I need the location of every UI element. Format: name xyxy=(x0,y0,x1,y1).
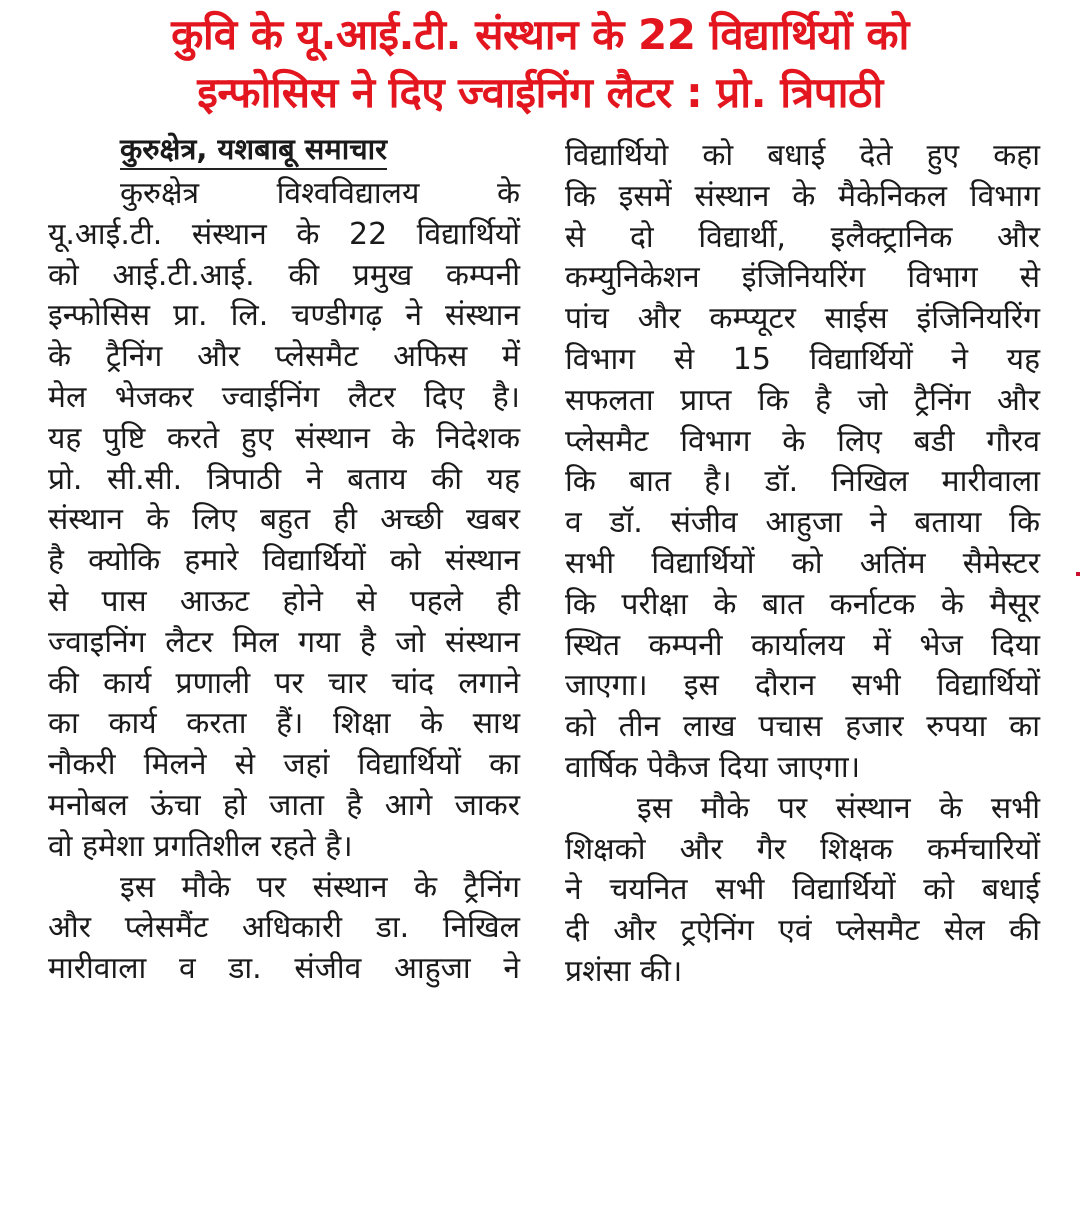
text-line: सभी विद्यार्थियों को अतिंम सैमेस्टर xyxy=(565,545,1040,581)
text-line: और प्लेसमैंट अधिकारी डा. निखिल xyxy=(48,910,520,946)
text-line: प्रो. सी.सी. त्रिपाठी ने बताय की यह xyxy=(48,461,520,497)
article-column-right xyxy=(565,136,1040,993)
text-line: का कार्य करता हैं। शिक्षा के साथ xyxy=(48,706,520,742)
text-line: पांच और कम्प्यूटर साईस इंजिनियरिंग xyxy=(565,301,1040,337)
text-line: प्लेसमैट विभाग के लिए बडी गौरव xyxy=(565,423,1040,459)
text-line: कि इसमें संस्थान के मैकेनिकल विभाग xyxy=(565,178,1040,214)
text-line: यू.आई.टी. संस्थान के 22 विद्यार्थियों xyxy=(48,216,520,252)
text-line: विद्यार्थियो को बधाई देते हुए कहा xyxy=(565,138,1040,173)
text-line: जाएगा। इस दौरान सभी विद्यार्थियों xyxy=(565,668,1040,704)
text-line: इस मौके पर संस्थान के ट्रैनिंग xyxy=(120,869,520,905)
text-line: कि परीक्षा के बात कर्नाटक के मैसूर xyxy=(565,586,1040,622)
text-line: शिक्षको और गैर शिक्षक कर्मचारियों xyxy=(565,831,1040,867)
text-line: व डॉ. संजीव आहुजा ने बताया कि xyxy=(565,505,1040,541)
text-line: दी और ट्रऐनिंग एवं प्लेसमैट सेल की xyxy=(565,913,1040,949)
text-line: कम्युनिकेशन इंजिनियरिंग विभाग से xyxy=(565,260,1040,296)
text-line: संस्थान के लिए बहुत ही अच्छी खबर xyxy=(48,502,520,538)
text-line: मारीवाला व डा. संजीव आहुजा ने xyxy=(48,951,520,987)
text-line: वार्षिक पेकैज दिया जाएगा। xyxy=(565,749,861,785)
text-line: है क्योकि हमारे विद्यार्थियों को संस्थान xyxy=(48,543,520,579)
right-column-body xyxy=(565,136,1040,993)
text-line: ज्वाइनिंग लैटर मिल गया है जो संस्थान xyxy=(48,624,520,660)
dateline: कुरुक्षेत्र, यशबाबू समाचार xyxy=(120,130,387,170)
text-line: मेल भेजकर ज्वाईनिंग लैटर दिए है। xyxy=(48,379,520,415)
text-line: इस मौके पर संस्थान के सभी xyxy=(637,790,1040,826)
text-line: विभाग से 15 विद्यार्थियों ने यह xyxy=(565,341,1040,377)
text-line: स्थित कम्पनी कार्यालय में भेज दिया xyxy=(565,627,1040,663)
article-column-left xyxy=(48,130,520,990)
text-line: प्रशंसा की। xyxy=(565,953,683,989)
edge-mark xyxy=(1076,572,1080,576)
text-line: मनोबल ऊंचा हो जाता है आगे जाकर xyxy=(48,787,520,823)
text-line: से पास आऊट होने से पहले ही xyxy=(48,583,520,619)
text-line: सफलता प्राप्त कि है जो ट्रैनिंग और xyxy=(565,382,1040,418)
text-line: को तीन लाख पचास हजार रुपया का xyxy=(565,709,1040,745)
text-line: कि बात है। डॉ. निखिल मारीवाला xyxy=(565,464,1040,500)
text-line: नौकरी मिलने से जहां विद्यार्थियों का xyxy=(48,747,520,783)
left-column-body xyxy=(48,174,520,990)
text-line: इन्फोसिस प्रा. लि. चण्डीगढ़ ने संस्थान xyxy=(48,298,520,334)
text-line: की कार्य प्रणाली पर चार चांद लगाने xyxy=(48,665,520,701)
headline xyxy=(0,6,1080,122)
text-line: से दो विद्यार्थी, इलैक्ट्रानिक और xyxy=(565,219,1040,255)
text-line: ने चयनित सभी विद्यार्थियों को बधाई xyxy=(565,872,1040,908)
headline-line-1: कुवि के यू.आई.टी. संस्थान के 22 विद्यार्थियों को xyxy=(171,10,909,59)
text-line: को आई.टी.आई. की प्रमुख कम्पनी xyxy=(48,257,520,293)
headline-line-2: इन्फोसिस ने दिए ज्वाईनिंग लैटर : प्रो. त्रिपाठी xyxy=(197,68,883,117)
text-line: यह पुष्टि करते हुए संस्थान के निदेशक xyxy=(48,420,520,456)
text-line: के ट्रैनिंग और प्लेसमैट अफिस में xyxy=(48,339,520,375)
text-line: वो हमेशा प्रगतिशील रहते है। xyxy=(48,828,353,864)
text-line: कुरुक्षेत्र विश्वविद्यालय के xyxy=(120,176,520,211)
